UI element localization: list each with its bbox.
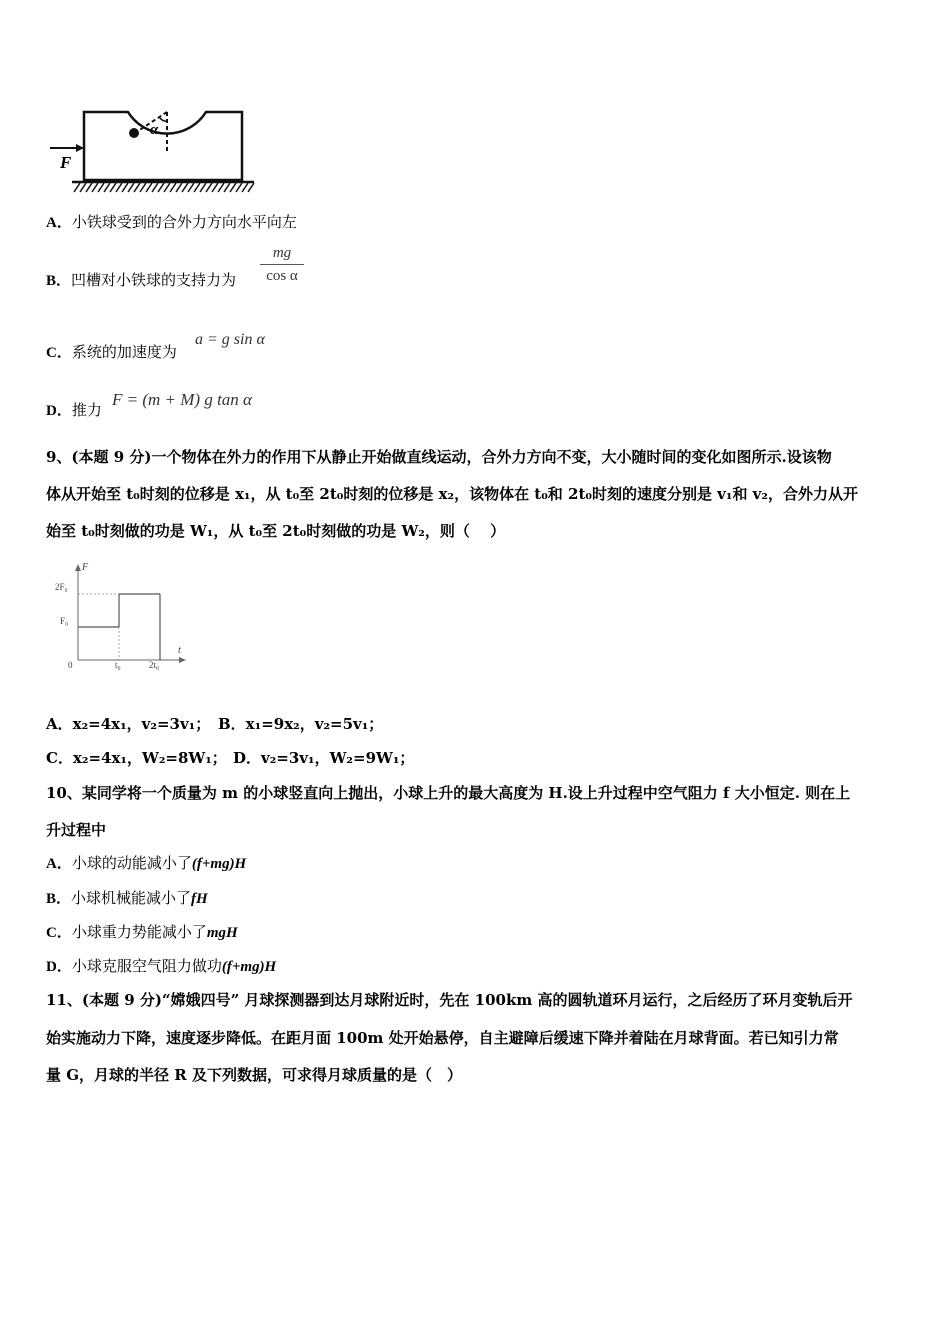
q9-stem-line-3: 始至 t₀时刻做的功是 W₁，从 t₀至 2t₀时刻做的功是 W₂，则（ ）: [46, 522, 506, 540]
q8-option-c: [46, 342, 177, 363]
option-text: 小球重力势能减小了: [71, 923, 207, 941]
q9-force-time-chart: [50, 560, 190, 675]
force-label: F: [60, 153, 72, 172]
fraction-bar: [260, 264, 304, 265]
fraction-denominator: cos α: [266, 268, 298, 284]
q8-option-d: [46, 400, 102, 421]
q8-option-b: [46, 270, 236, 291]
q8-d-formula: F = (m + M) g tan α: [112, 390, 252, 409]
option-text: 小球机械能减小了: [71, 889, 192, 907]
q10-option-b: [46, 888, 208, 909]
option-label: B．: [46, 891, 72, 907]
q10-stem-line-1: 10、某同学将一个质量为 m 的小球竖直向上抛出，小球上升的最大高度为 H.设上升过程中空气阻力 f 大小恒定. 则在上: [46, 784, 851, 802]
option-expression: (f+mg)H: [221, 959, 277, 975]
option-text: 小铁球受到的合外力方向水平向左: [71, 213, 297, 231]
x-tick-label-2t0: 2t₀: [149, 660, 160, 670]
option-text: 小球克服空气阻力做功: [71, 957, 222, 975]
q9-option-a: A．x₂=4x₁，v₂=3v₁；: [46, 715, 211, 733]
option-label: C．: [46, 345, 72, 361]
option-text: 小球的动能减小了: [71, 854, 192, 872]
q8-b-fraction: [258, 244, 306, 285]
x-tick-label-t0: t₀: [115, 660, 121, 670]
q9-option-d: D．v₂=3v₁，W₂=9W₁；: [233, 749, 415, 767]
q8-c-formula: a = g sin α: [195, 331, 265, 348]
x-tick-label-0: 0: [68, 660, 73, 670]
option-label: D．: [46, 959, 72, 975]
option-expression: (f+mg)H: [191, 856, 247, 872]
q9-option-b: B．x₁=9x₂，v₂=5v₁；: [218, 715, 384, 733]
y-tick-label-2f0: 2F₀: [55, 582, 68, 592]
x-axis-label: t: [178, 645, 181, 656]
y-tick-label-f0: F₀: [60, 616, 69, 626]
q8-figure: [46, 104, 262, 198]
q10-stem-line-2: 升过程中: [46, 821, 107, 839]
q11-stem-line-2: 始实施动力下降，速度逐步降低。在距月面 100m 处开始悬停，自主避障后缓速下降并着陆在月球背面。若已知引力常: [46, 1029, 839, 1047]
q11-stem-line-3: 量 G，月球的半径 R 及下列数据，可求得月球质量的是（ ）: [46, 1066, 462, 1084]
angle-arc: [159, 117, 167, 121]
option-label: C．: [46, 925, 72, 941]
option-text: 系统的加速度为: [71, 343, 177, 361]
x-axis-arrowhead: [179, 657, 186, 663]
iron-ball: [129, 128, 139, 138]
block-outline: [84, 112, 242, 180]
q9-stem-line-1: 9、(本题 9 分)一个物体在外力的作用下从静止开始做直线运动，合外力方向不变，大小随时间的变化如图所示.设该物: [46, 448, 832, 466]
option-expression: fH: [191, 891, 208, 907]
y-axis-arrowhead: [75, 564, 81, 571]
angle-label: α: [150, 122, 159, 138]
q10-option-d: [46, 956, 276, 977]
option-label: A．: [46, 215, 72, 231]
q9-stem-line-2: 体从开始至 t₀时刻的位移是 x₁，从 t₀至 2t₀时刻的位移是 x₂，该物体在 t₀和 2t₀时刻的速度分别是 v₁和 v₂，合外力从开: [46, 485, 858, 503]
q8-option-a: [46, 212, 297, 233]
option-text: 推力: [71, 401, 102, 419]
q9-option-c: C．x₂=4x₁，W₂=8W₁；: [46, 749, 227, 767]
y-axis-label: F: [82, 562, 89, 573]
option-expression: mgH: [206, 925, 238, 941]
option-label: D．: [46, 403, 72, 419]
q10-option-a: [46, 853, 246, 874]
q11-stem-line-1: 11、(本题 9 分)“嫦娥四号” 月球探测器到达月球附近时，先在 100km 高的圆轨道环月运行，之后经历了环月变轨后开: [46, 991, 853, 1009]
q10-option-c: [46, 922, 238, 943]
option-label: A．: [46, 856, 72, 872]
ground-hatch: [74, 183, 254, 192]
fraction-numerator: mg: [272, 245, 292, 261]
option-label: B．: [46, 273, 72, 289]
option-text: 凹槽对小铁球的支持力为: [71, 271, 237, 289]
